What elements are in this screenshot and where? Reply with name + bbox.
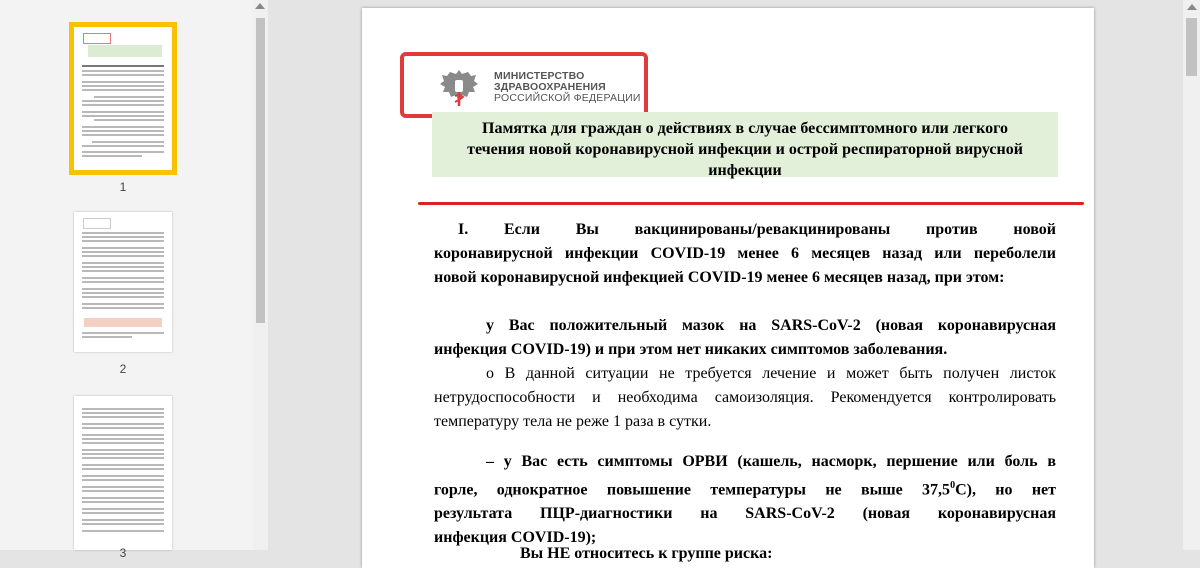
document-title-box [432,112,1058,177]
logo-text-line2: ЗДРАВООХРАНЕНИЯ [494,81,606,93]
thumbnail-logo-icon [83,218,111,229]
document-page [362,8,1094,568]
case-1-heading: у Вас положительный мазок на SARS-CoV-2 (новая коронавирусная инфекция COVID-19) и при этом нет никаких симптомов заболевания. [434,317,1056,358]
case-2-subheading: Вы НЕ относитесь к группе риска: [520,545,773,562]
sidebar-scrollbar-thumb[interactable] [256,18,265,323]
page-number-2: 2 [119,362,127,376]
page-number-1: 1 [119,180,127,194]
page-thumbnail-2[interactable] [74,212,172,352]
page-thumbnail-1[interactable] [74,27,172,170]
logo-text-line3: РОССИЙСКОЙ ФЕДЕРАЦИИ [494,92,641,104]
document-scrollbar-thumb[interactable] [1186,18,1197,76]
document-scroll-up-icon[interactable] [1187,4,1197,10]
ministry-logo [400,52,648,118]
section-1-heading: I. Если Вы вакцинированы/ревакцинированы против новой коронавирусной инфекции COVID-19 менее 6 месяцев назад или переболели новой коронавирусной инфекцией COVID-19 менее 6 месяцев назад, при этом: [434,221,1056,286]
document-scrollbar[interactable] [1183,0,1200,550]
logo-text-line1: МИНИСТЕРСТВО [494,70,585,82]
page-number-3: 3 [119,546,127,560]
page-thumbnail-3[interactable] [74,396,172,550]
case-2-heading: – у Вас есть симптомы ОРВИ (кашель, насморк, першение или боль в горле, однократное повышение температуры не выше 37,5$^0$С), но нет результата ПЦР-диагностики на SARS-CoV-2 (новая коронавирусная инфекция COVID-19); [434,453,1057,547]
eagle-emblem-icon [438,66,480,110]
thumbnail-sidebar [0,0,268,560]
document-title: Памятка для граждан о действиях в случае бессимптомного или легкого течения новой коронавирусной инфекции и острой респираторной вирусной инфекции [467,120,1023,179]
sidebar-scroll-up-icon[interactable] [255,3,265,9]
case-1-advice: o В данной ситуации не требуется лечение и может быть получен листок нетрудоспособности и необходима самоизоляция. Рекомендуется контролировать температуру тела не реже 1 раза в сутки. [434,365,1056,430]
red-divider [418,202,1084,205]
thumbnail-logo-icon [83,33,111,44]
